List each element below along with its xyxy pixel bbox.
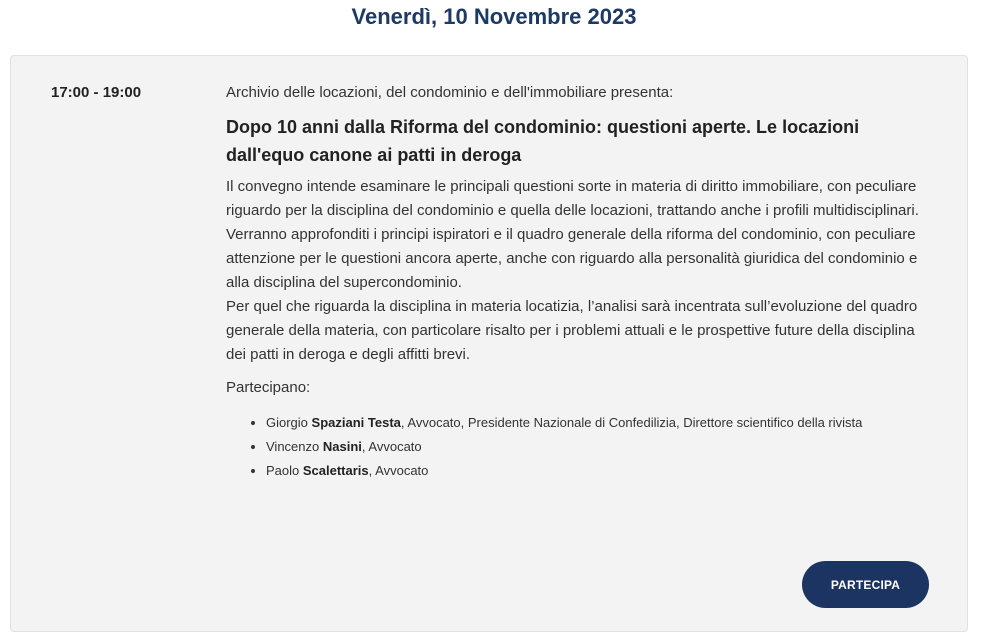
participant-role: , Avvocato: [368, 463, 429, 478]
participant-first-name: Vincenzo: [266, 439, 320, 454]
event-content: [226, 83, 926, 483]
participants-label: Partecipano:: [226, 379, 311, 396]
participant-first-name: Paolo: [266, 463, 300, 478]
participant-item: [266, 411, 926, 435]
event-time: 17:00 - 19:00: [51, 84, 142, 101]
participant-item: [266, 435, 926, 459]
participant-last-name: Nasini: [322, 439, 362, 454]
event-presenter: Archivio delle locazioni, del condominio e dell'immobiliare presenta:: [226, 84, 674, 101]
participants-list: [226, 411, 926, 483]
description-paragraph: Per quel che riguarda la disciplina in materia locatizia, l’analisi sarà incentrata sull’evoluzione del quadro generale della materia, con particolare risalto per i problemi attuali e le prospettive future della disciplina dei patti in deroga e degli affitti brevi.: [226, 298, 918, 363]
participant-role: , Avvocato, Presidente Nazionale di Confedilizia, Direttore scientifico della rivista: [400, 415, 863, 430]
date-heading: Venerdì, 10 Novembre 2023: [351, 4, 637, 29]
participant-first-name: Giorgio: [266, 415, 308, 430]
participant-item: [266, 459, 926, 483]
participant-role: , Avvocato: [361, 439, 422, 454]
description-paragraph: Verranno approfonditi i principi ispiratori e il quadro generale della riforma del condominio, con peculiare attenzione per le questioni ancora aperte, anche con riguardo alla personalità giuridica del condominio e alla disciplina del supercondominio.: [226, 226, 918, 291]
participant-last-name: Spaziani Testa: [311, 415, 401, 430]
event-title: Dopo 10 anni dalla Riforma del condominio: questioni aperte. Le locazioni dall'equo canone ai patti in deroga: [226, 117, 860, 165]
partecipa-button[interactable]: PARTECIPA: [802, 561, 929, 608]
description-paragraph: Il convegno intende esaminare le principali questioni sorte in materia di diritto immobiliare, con peculiare riguardo per la disciplina del condominio e quella delle locazioni, trattando anche i profili multidisciplinari.: [226, 178, 919, 219]
event-card: [10, 55, 968, 632]
event-description: [226, 175, 926, 367]
participant-last-name: Scalettaris: [302, 463, 369, 478]
